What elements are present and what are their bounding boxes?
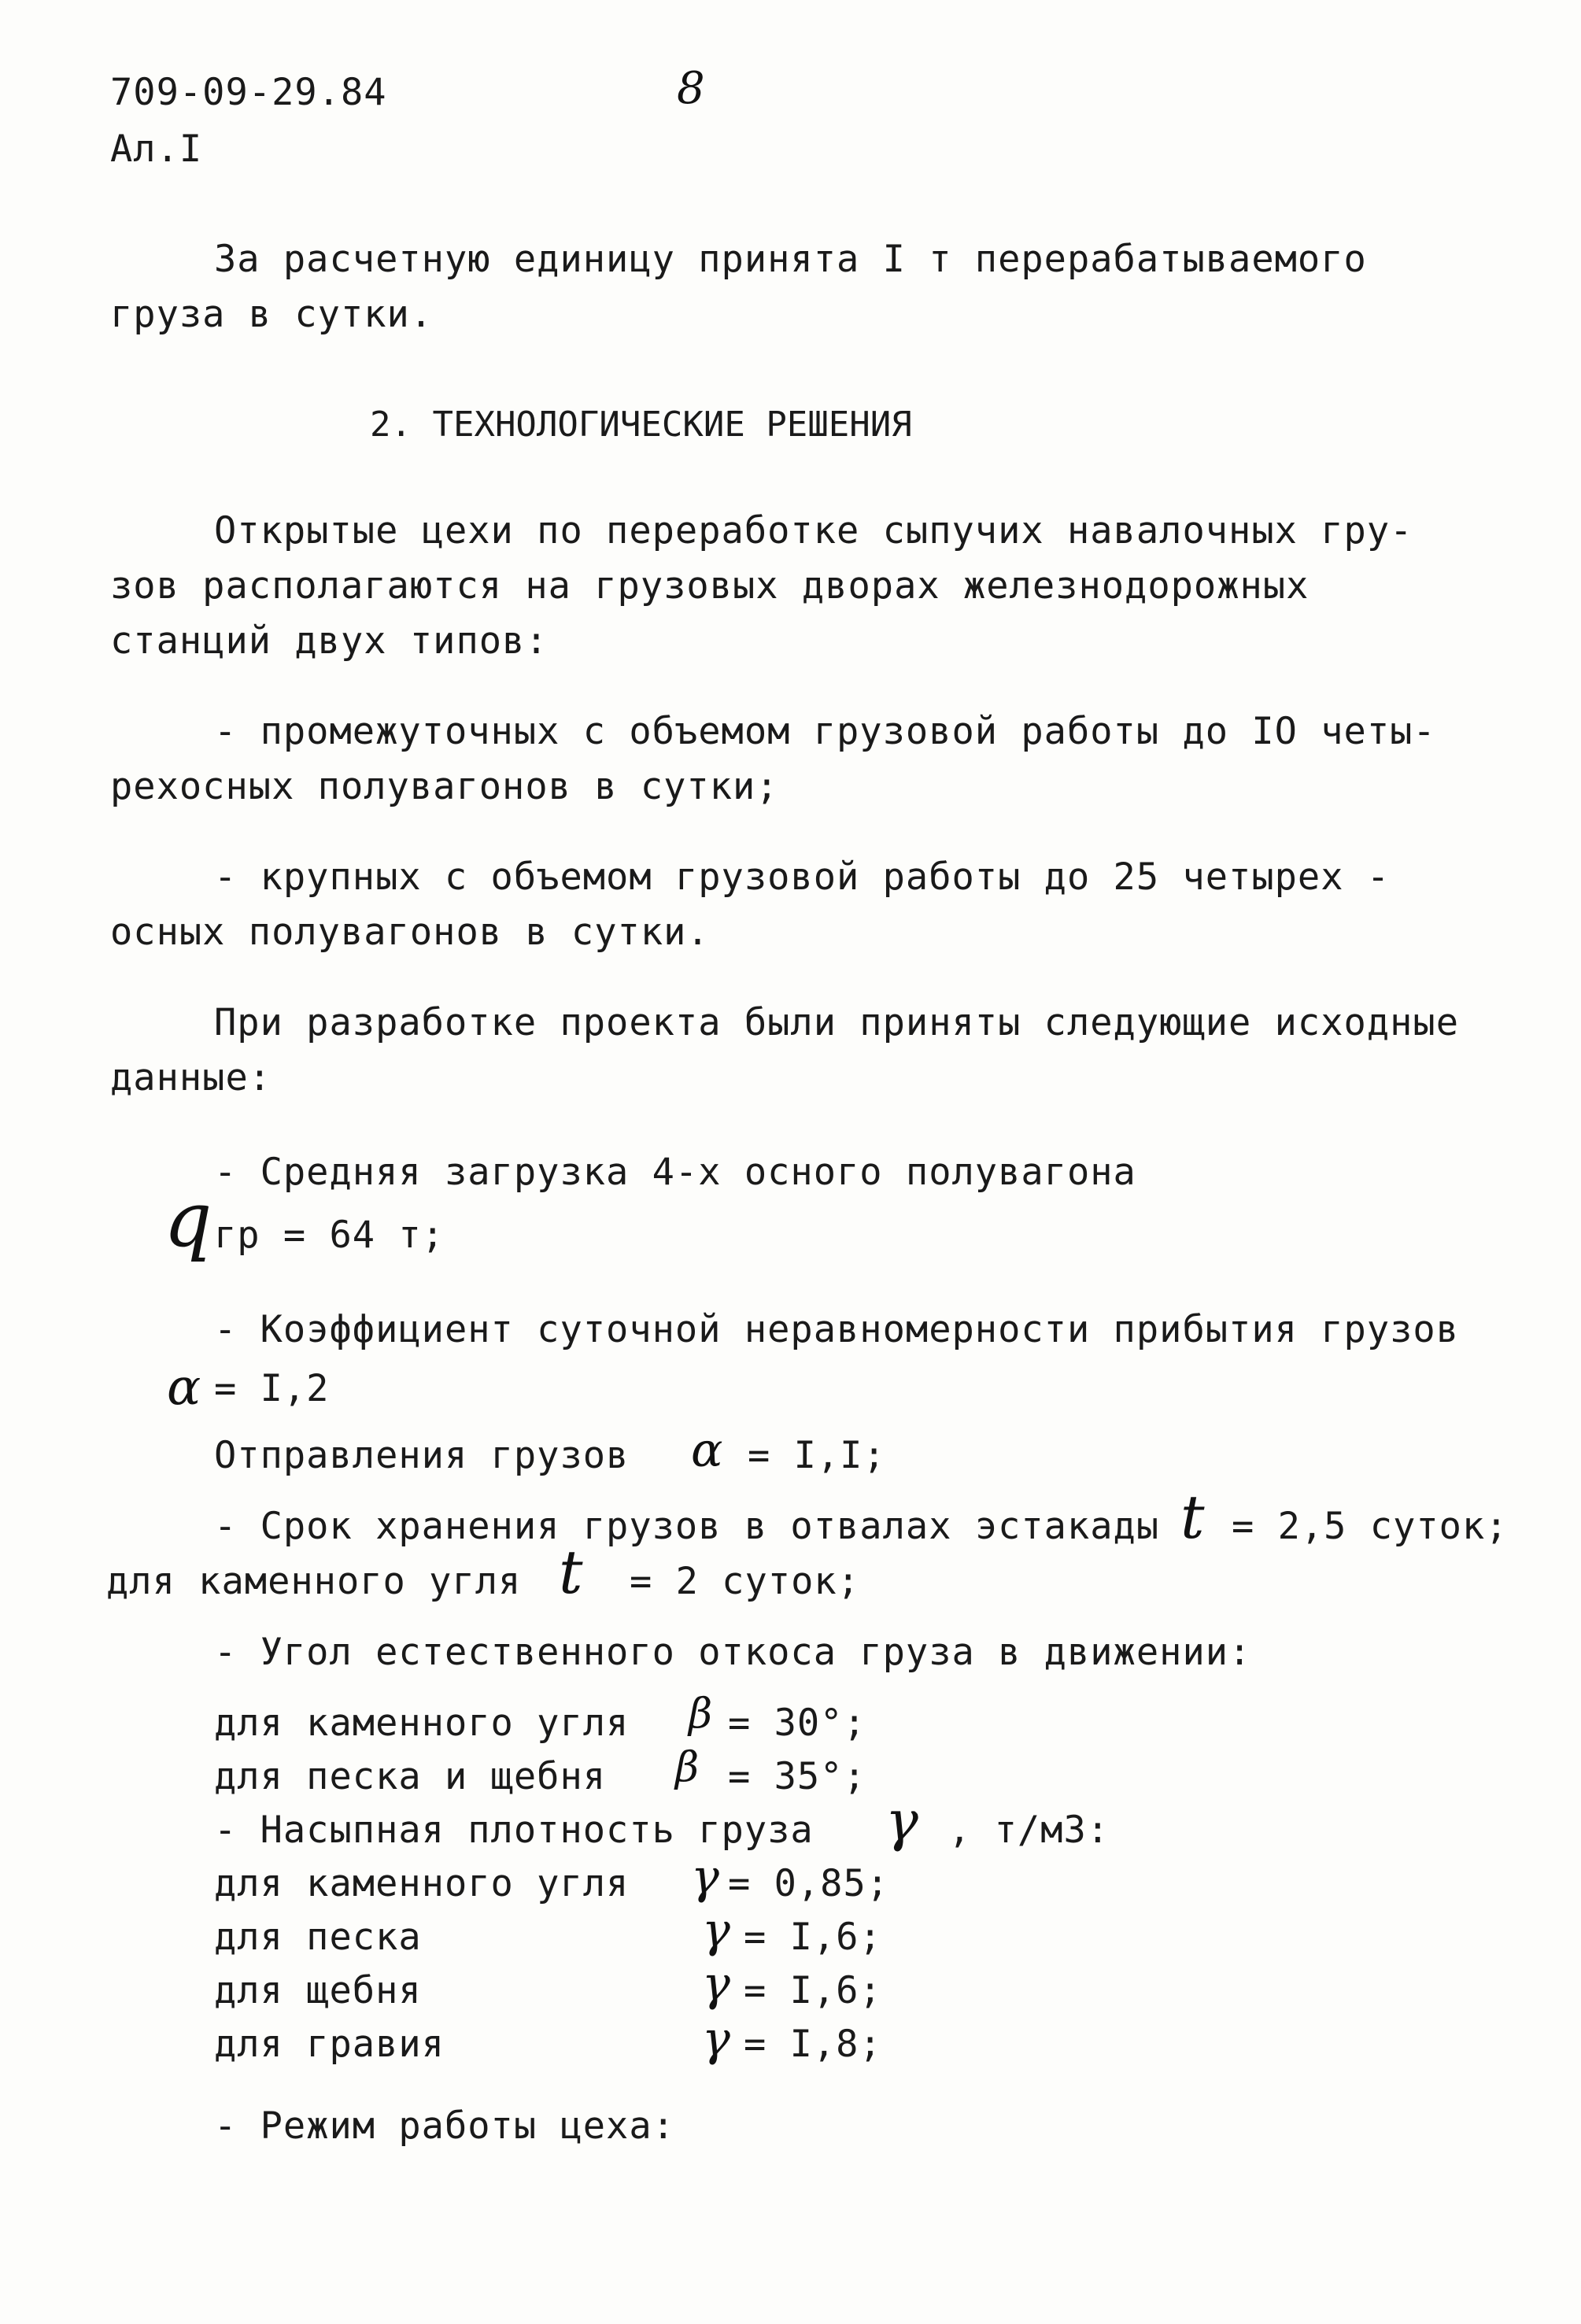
item-large-line-1: - крупных с объемом грузовой работы до 25 четырех - bbox=[214, 855, 1391, 899]
angle-sand-symbol: β bbox=[675, 1744, 700, 1791]
mode-title: - Режим работы цеха: bbox=[214, 2104, 675, 2148]
paragraph-1-line-3: станций двух типов: bbox=[110, 619, 549, 663]
paragraph-1-line-2: зов располагаются на грузовых дворах железнодорожных bbox=[110, 564, 1309, 608]
density-sand-value: = I,6; bbox=[744, 1916, 882, 1959]
intro-line-1: За расчетную единицу принята I т перерабатываемого bbox=[214, 238, 1367, 281]
angle-title: - Угол естественного откоса груза в движении: bbox=[214, 1631, 1252, 1674]
item-intermediate-line-1: - промежуточных с объемом грузовой работы до IO четы- bbox=[214, 710, 1436, 753]
dispatch-value: = I,I; bbox=[748, 1434, 886, 1477]
density-crushed-stone-value: = I,6; bbox=[744, 1969, 882, 2012]
angle-sand-label: для песка и щебня bbox=[214, 1755, 607, 1798]
paragraph-2-line-1: При разработке проекта были приняты следующие исходные bbox=[214, 1001, 1460, 1044]
document-code: 709-09-29.84 bbox=[110, 71, 387, 114]
page-number: 8 bbox=[677, 63, 705, 114]
angle-sand-value: = 35°; bbox=[728, 1755, 866, 1798]
coal-storage-value: = 2 суток; bbox=[630, 1560, 860, 1603]
load-line: - Средняя загрузка 4-х осного полувагона bbox=[214, 1151, 1136, 1194]
dispatch-label: Отправления грузов bbox=[214, 1434, 630, 1477]
density-sand-symbol: γ bbox=[702, 1903, 730, 1958]
load-value: гр = 64 т; bbox=[214, 1214, 445, 1257]
sheet-label: Ал.I bbox=[110, 127, 203, 171]
dispatch-symbol: α bbox=[691, 1423, 723, 1478]
angle-coal-symbol: β bbox=[689, 1690, 713, 1738]
item-large-line-2: осных полувагонов в сутки. bbox=[110, 911, 710, 954]
storage-label: - Срок хранения грузов в отвалах эстакады bbox=[214, 1505, 1160, 1548]
density-crushed-stone-symbol: γ bbox=[702, 1956, 730, 2012]
section-heading: 2. ТЕХНОЛОГИЧЕСКИЕ РЕШЕНИЯ bbox=[370, 405, 912, 445]
paragraph-1-line-1: Открытые цехи по переработке сыпучих навалочных гру- bbox=[214, 509, 1413, 552]
angle-coal-value: = 30°; bbox=[728, 1701, 866, 1745]
density-title: - Насыпная плотность груза bbox=[214, 1809, 814, 1852]
coefficient-value: = I,2 bbox=[214, 1367, 330, 1410]
density-coal-value: = 0,85; bbox=[728, 1862, 890, 1905]
coal-storage-label: для каменного угля bbox=[106, 1560, 522, 1603]
density-unit: , т/м3: bbox=[948, 1809, 1110, 1852]
coefficient-line: - Коэффициент суточной неравномерности прибытия грузов bbox=[214, 1308, 1460, 1351]
density-sand-label: для песка bbox=[214, 1916, 422, 1959]
density-coal-label: для каменного угля bbox=[214, 1862, 630, 1905]
density-gravel-value: = I,8; bbox=[744, 2023, 882, 2066]
item-intermediate-line-2: рехосных полувагонов в сутки; bbox=[110, 765, 779, 808]
load-symbol: q bbox=[164, 1176, 212, 1264]
coal-storage-symbol: t bbox=[559, 1537, 583, 1607]
density-coal-symbol: γ bbox=[691, 1849, 719, 1905]
storage-symbol: t bbox=[1180, 1482, 1205, 1552]
density-gravel-crushed-label: для щебня bbox=[214, 1969, 422, 2012]
intro-line-2: груза в сутки. bbox=[110, 293, 434, 336]
storage-value: = 2,5 суток; bbox=[1232, 1505, 1509, 1548]
density-symbol: γ bbox=[885, 1789, 918, 1853]
density-gravel-label: для гравия bbox=[214, 2023, 445, 2066]
coefficient-symbol: α bbox=[167, 1358, 201, 1417]
paragraph-2-line-2: данные: bbox=[110, 1056, 272, 1099]
density-gravel-symbol: γ bbox=[702, 2012, 730, 2067]
angle-coal-label: для каменного угля bbox=[214, 1701, 630, 1745]
